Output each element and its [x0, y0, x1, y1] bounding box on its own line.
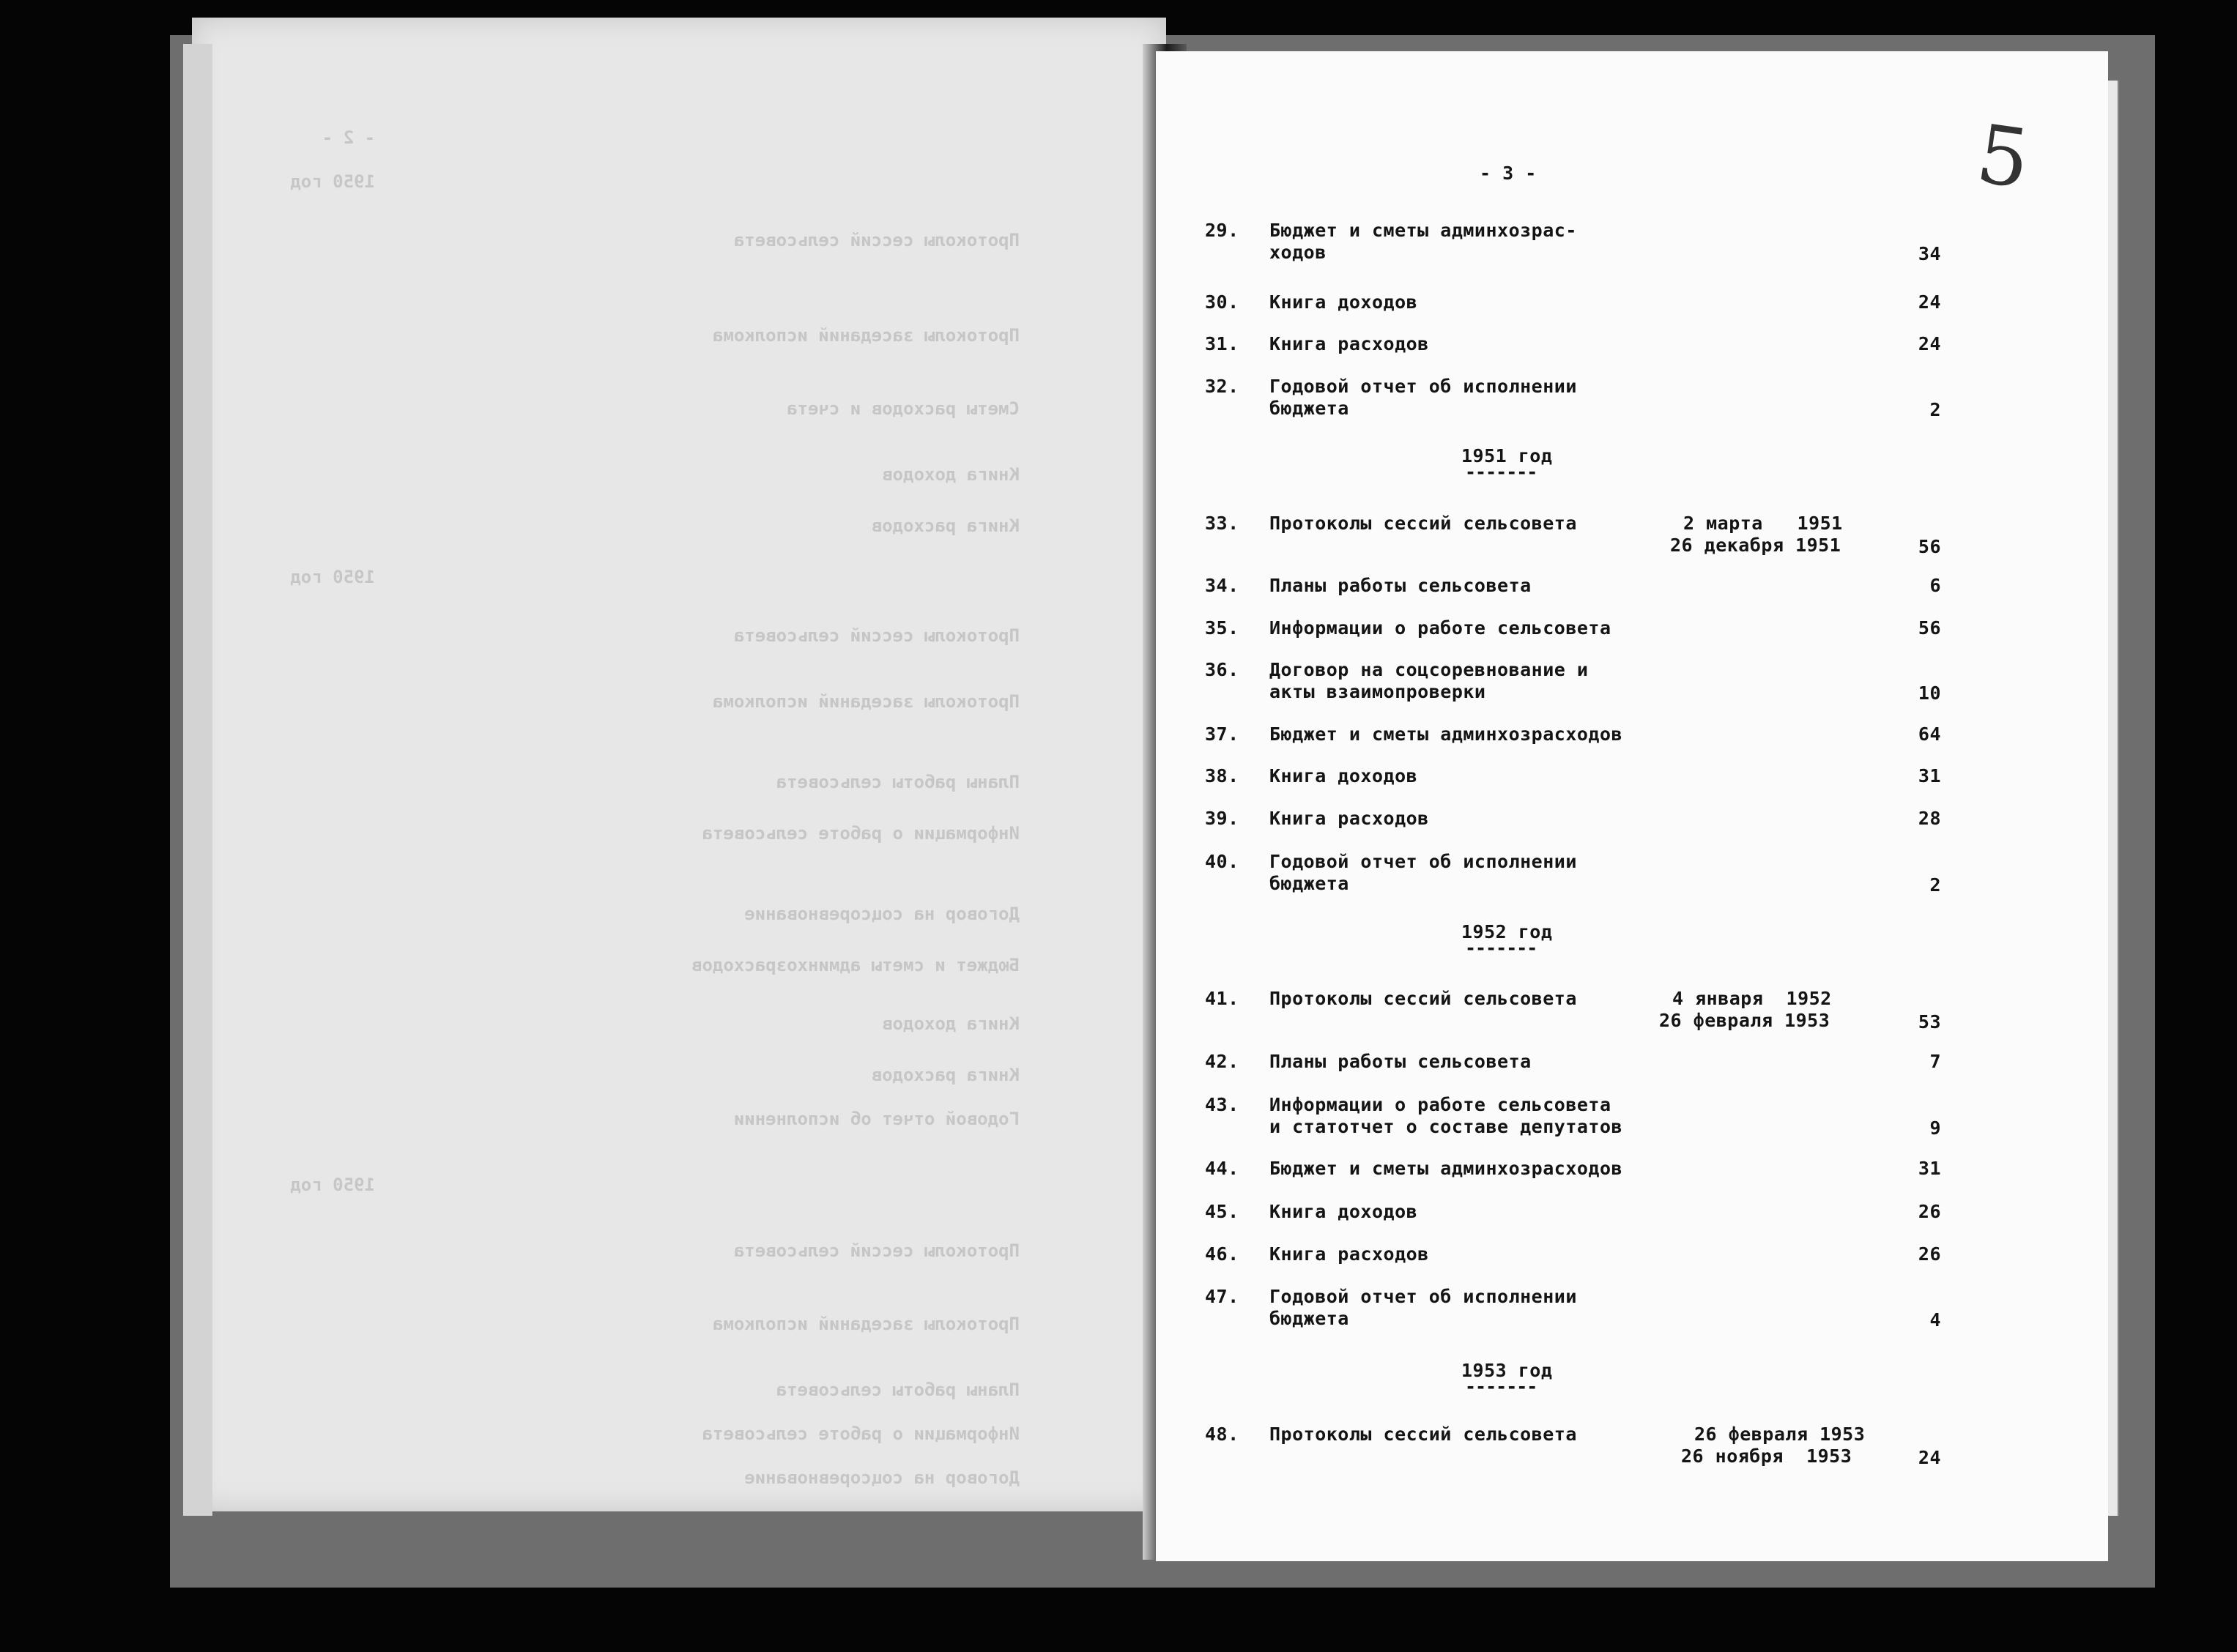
entry-number: 45.: [1205, 1201, 1239, 1222]
entry-number: 29.: [1205, 220, 1239, 241]
right-page: [1156, 51, 2108, 1561]
entry-number: 43.: [1205, 1094, 1239, 1115]
handwritten-folio-number: 5: [1971, 106, 2036, 207]
entry-title: акты взаимопроверки: [1269, 681, 1486, 702]
entry-sheet-count: 26: [1918, 1243, 1941, 1265]
entry-number: 40.: [1205, 851, 1239, 872]
year-underline: -------: [1465, 461, 1537, 483]
entry-date: 26 февраля 1953: [1694, 1424, 1866, 1445]
entry-sheet-count: 34: [1918, 243, 1941, 264]
entry-title: ходов: [1269, 242, 1327, 263]
entry-title: Книга доходов: [1269, 291, 1418, 313]
entry-number: 44.: [1205, 1158, 1239, 1179]
entry-number: 47.: [1205, 1286, 1239, 1307]
entry-date: 26 декабря 1951: [1670, 535, 1841, 556]
entry-title: Книга расходов: [1269, 1243, 1429, 1265]
entry-sheet-count: 6: [1929, 575, 1941, 596]
year-heading: 1952 год: [1461, 921, 1553, 942]
entry-title: Информации о работе сельсовета: [1269, 1094, 1611, 1115]
entry-title: Книга доходов: [1269, 1201, 1418, 1222]
entry-number: 33.: [1205, 513, 1239, 534]
entry-sheet-count: 28: [1918, 808, 1941, 829]
entry-date: 4 января 1952: [1672, 988, 1832, 1009]
entry-sheet-count: 56: [1918, 617, 1941, 639]
entry-date: 26 ноября 1953: [1681, 1446, 1852, 1467]
entry-sheet-count: 2: [1929, 399, 1941, 420]
entry-number: 30.: [1205, 291, 1239, 313]
entry-title: Информации о работе сельсовета: [1269, 617, 1611, 639]
entry-number: 48.: [1205, 1424, 1239, 1445]
entry-sheet-count: 31: [1918, 765, 1941, 786]
entry-sheet-count: 64: [1918, 723, 1941, 745]
bleed-through-text: - 2 - 1950 год Протоколы сессий сельсовета Протоколы заседаний исполкома Сметы расходов и счета Книга доходов Книга расходов 1950 год Протоколы сессий сельсовета Протоколы заседаний исполкома Планы работы сельсовета Информации о работе сельсовета Договор на соцсоревнование Бюджет и сметы админхозрасходов Книга доходов Книга расходов Годовой отчет об исполнении 1950 год Протоколы сессий сельсовета Протоколы заседаний исполкома Планы работы сельсовета Информации о работе сельсовета Договор на соцсоревнование: [290, 127, 1020, 1488]
entry-title: Протоколы сессий сельсовета: [1269, 513, 1577, 534]
entry-number: 32.: [1205, 376, 1239, 397]
entry-number: 39.: [1205, 808, 1239, 829]
entry-title: Книга доходов: [1269, 765, 1418, 786]
entry-number: 37.: [1205, 723, 1239, 745]
entry-sheet-count: 2: [1929, 874, 1941, 896]
entry-title: Годовой отчет об исполнении: [1269, 1286, 1577, 1307]
entry-title: Книга расходов: [1269, 808, 1429, 829]
entry-sheet-count: 53: [1918, 1011, 1941, 1032]
entry-sheet-count: 26: [1918, 1201, 1941, 1222]
entry-title: Годовой отчет об исполнении: [1269, 376, 1577, 397]
year-underline: -------: [1465, 937, 1537, 959]
entry-title: Бюджет и сметы админхозрасходов: [1269, 723, 1623, 745]
entry-number: 31.: [1205, 333, 1239, 354]
entry-sheet-count: 10: [1918, 682, 1941, 704]
entry-date: 2 марта 1951: [1683, 513, 1843, 534]
entry-number: 41.: [1205, 988, 1239, 1009]
entry-sheet-count: 7: [1929, 1051, 1941, 1072]
entry-number: 36.: [1205, 659, 1239, 680]
year-heading: 1951 год: [1461, 445, 1553, 466]
entry-date: 26 февраля 1953: [1659, 1010, 1830, 1031]
page-number: - 3 -: [1480, 163, 1537, 184]
entry-title: Планы работы сельсовета: [1269, 1051, 1532, 1072]
entry-number: 35.: [1205, 617, 1239, 639]
entry-title: Договор на соцсоревнование и: [1269, 659, 1589, 680]
entry-title: Протоколы сессий сельсовета: [1269, 1424, 1577, 1445]
entry-sheet-count: 24: [1918, 291, 1941, 313]
entry-title: Бюджет и сметы админхозрас-: [1269, 220, 1577, 241]
entry-title: Книга расходов: [1269, 333, 1429, 354]
entry-sheet-count: 24: [1918, 333, 1941, 354]
entry-sheet-count: 4: [1929, 1309, 1941, 1331]
entry-title: Годовой отчет об исполнении: [1269, 851, 1577, 872]
entry-number: 42.: [1205, 1051, 1239, 1072]
entry-title: бюджета: [1269, 398, 1349, 419]
entry-number: 38.: [1205, 765, 1239, 786]
entry-sheet-count: 31: [1918, 1158, 1941, 1179]
year-underline: -------: [1465, 1376, 1537, 1397]
entry-number: 34.: [1205, 575, 1239, 596]
year-heading: 1953 год: [1461, 1360, 1553, 1381]
entry-number: 46.: [1205, 1243, 1239, 1265]
entry-sheet-count: 9: [1929, 1117, 1941, 1139]
entry-title: бюджета: [1269, 873, 1349, 894]
entry-sheet-count: 24: [1918, 1447, 1941, 1468]
entry-title: Бюджет и сметы админхозрасходов: [1269, 1158, 1623, 1179]
entry-title: и статотчет о составе депутатов: [1269, 1116, 1623, 1137]
entry-title: Планы работы сельсовета: [1269, 575, 1532, 596]
entry-title: Протоколы сессий сельсовета: [1269, 988, 1577, 1009]
entry-sheet-count: 56: [1918, 536, 1941, 557]
entry-title: бюджета: [1269, 1308, 1349, 1329]
